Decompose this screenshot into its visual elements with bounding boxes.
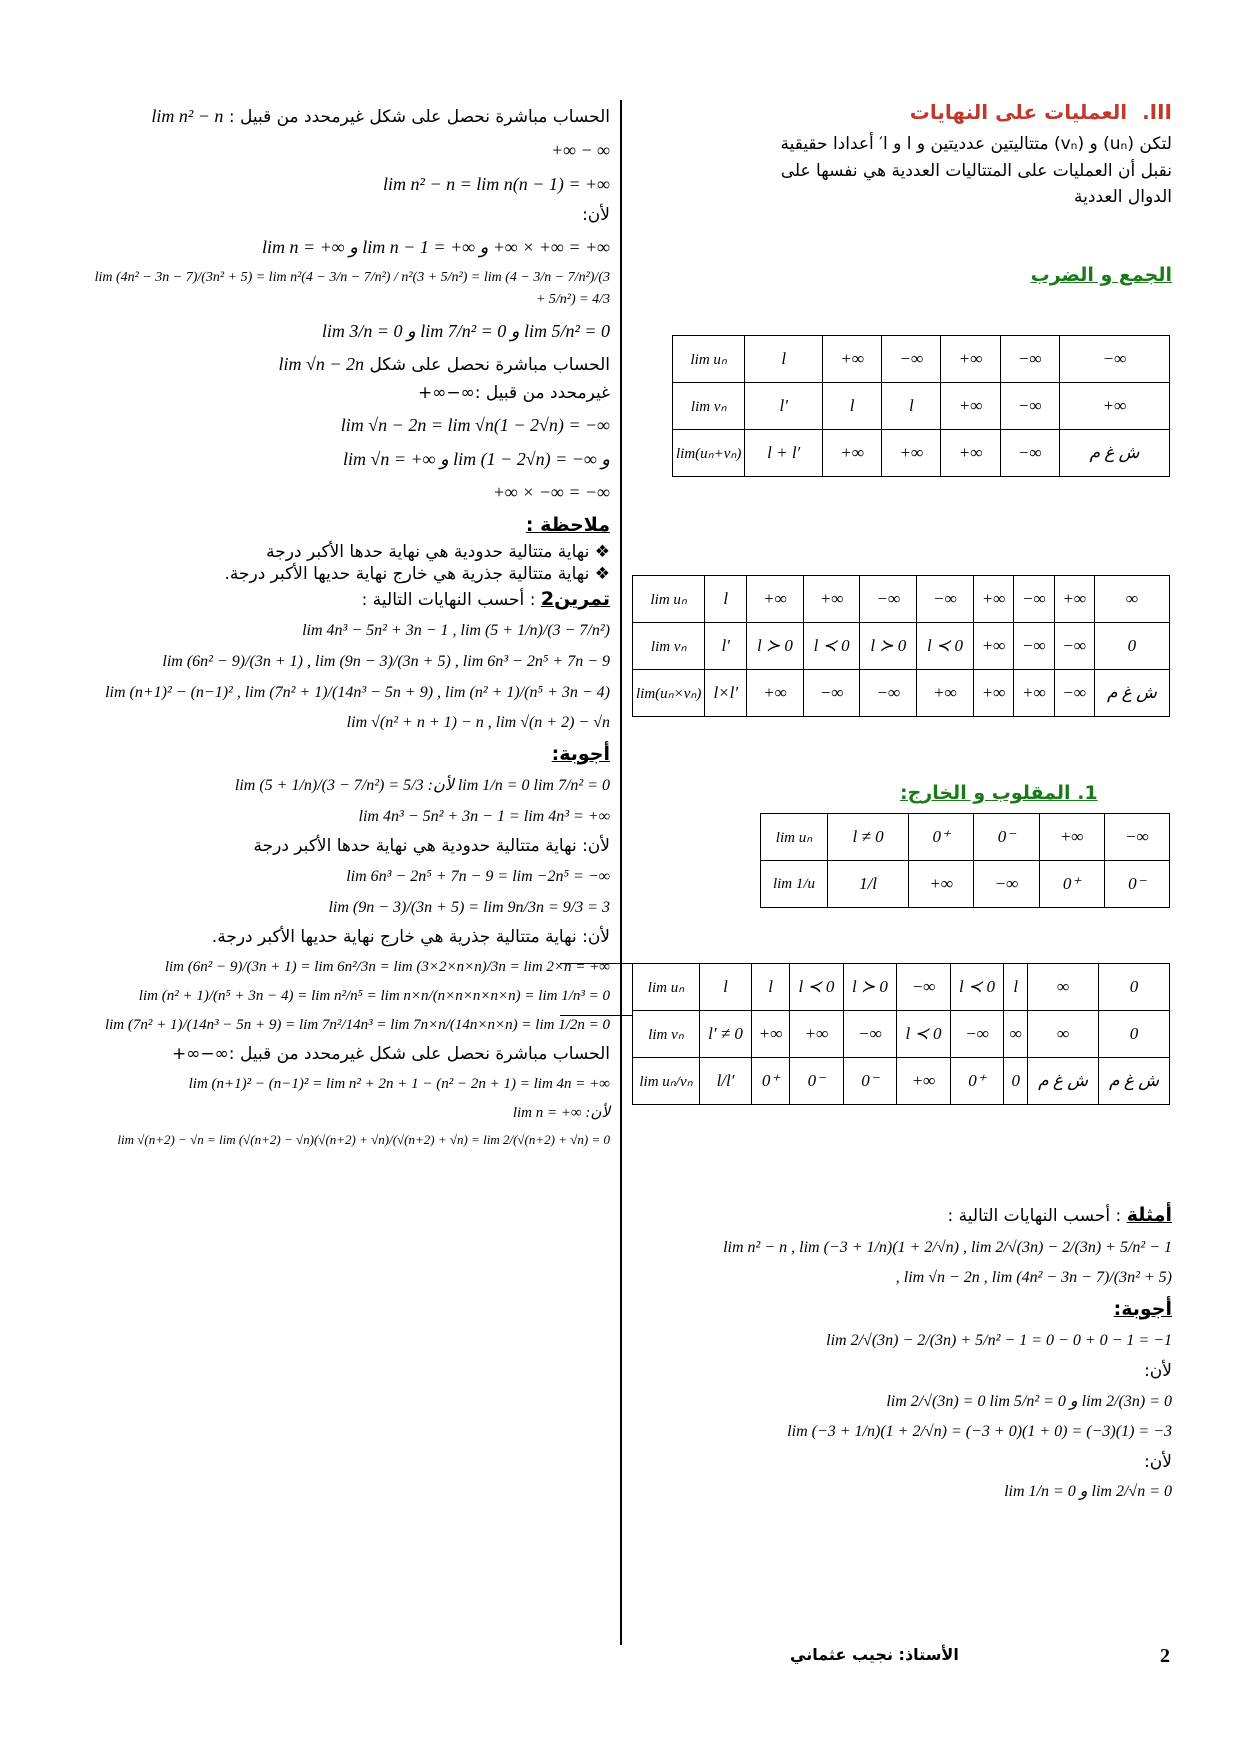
inverse-title-text: المقلوب و الخارج: (900, 782, 1071, 804)
table-cell: ∞ (1028, 1011, 1099, 1058)
quotient-limits-table (632, 963, 1170, 1105)
table-row (633, 1011, 1170, 1058)
answer-10: الحساب مباشرة نحصل على شكل غيرمحدد من قبيل :∞−∞+ (172, 1043, 610, 1064)
table-cell: −∞ (917, 576, 974, 623)
sum-product-title: الجمع و الضرب (1030, 263, 1172, 286)
left-line-1 (90, 102, 610, 131)
table-cell: l + l′ (745, 430, 823, 477)
table-cell: 0 (1099, 1011, 1170, 1058)
exercise-2-instruction: : أحسب النهايات التالية : (361, 589, 536, 610)
answer-2: lim 4n³ − 5n² + 3n − 1 = lim 4n³ = +∞ (358, 807, 610, 825)
example-answer-1: lim 2/√(3n) − 2/(3n) + 5/n² − 1 = 0 − 0 + 0 − 1 = −1 (826, 1332, 1172, 1350)
section-heading (632, 100, 1172, 124)
table-row (761, 861, 1170, 908)
table-cell: 0 (1099, 964, 1170, 1011)
answer-3: لأن: نهاية متتالية حدودية هي نهاية حدها الأكبر درجة (253, 836, 610, 857)
table-cell: +∞ (803, 576, 860, 623)
table-cell: l′ (745, 383, 823, 430)
table-cell: l′ ≠ 0 (700, 1011, 752, 1058)
answer-6: لأن: نهاية متتالية جذرية هي خارج نهاية حديها الأكبر درجة. (211, 927, 610, 948)
examples-block (632, 1200, 1172, 1510)
table-cell: +∞ (941, 383, 1000, 430)
table-cell: −∞ (950, 1011, 1004, 1058)
table-cell: l (752, 964, 790, 1011)
table-cell: +∞ (917, 670, 974, 717)
answer-8: lim (n² + 1)/(n⁵ + 3n − 4) = lim n²/n⁵ = lim n×n/(n×n×n×n×n) = lim 1/n³ = 0 (138, 987, 610, 1004)
inverse-title-num: 1. (1077, 782, 1098, 804)
examples-instruction: : أحسب النهايات التالية : (947, 1206, 1122, 1226)
table-cell: −∞ (860, 670, 917, 717)
answer-12: lim n = +∞ :لأن (512, 1104, 610, 1121)
table-cell: 0⁻ (974, 814, 1039, 861)
table-cell: l ≻ 0 (860, 623, 917, 670)
table-cell: ش غ م (1099, 1058, 1170, 1105)
table-cell: +∞ (1039, 814, 1104, 861)
table-cell: l (745, 336, 823, 383)
table-cell: l ≺ 0 (950, 964, 1004, 1011)
table-cell: ∞ (1094, 576, 1169, 623)
table-cell: 0⁻ (843, 1058, 897, 1105)
examples-answers-title: أجوبة: (1113, 1297, 1172, 1320)
table-cell: 0 (1094, 623, 1169, 670)
left-line-7 (90, 350, 610, 379)
table-cell: −∞ (843, 1011, 897, 1058)
answer-9: lim (7n² + 1)/(14n³ − 5n + 9) = lim 7n²/14n³ = lim 7n×n/(14n×n×n) = lim 1/2n = 0 (104, 1016, 610, 1033)
note-list (90, 542, 610, 584)
table-cell: ∞ (1028, 964, 1099, 1011)
table-cell: l ≻ 0 (747, 623, 804, 670)
left-line-2: +∞ − ∞ (551, 139, 610, 160)
left-line-7-math: lim √n − 2n (278, 354, 365, 375)
row-header-cell: lim uₙ (761, 814, 828, 861)
table-cell: −∞ (1000, 430, 1059, 477)
row-header-cell: lim vₙ (633, 623, 705, 670)
table-cell: +∞ (941, 430, 1000, 477)
table-cell: +∞ (747, 670, 804, 717)
left-line-5: lim (4n² − 3n − 7)/(3n² + 5) = lim n²(4 − 3/n − 7/n²) / n²(3 + 5/n²) = lim (4 − 3/n − 7/n²)/(3 + 5/n²) = 4/3 (94, 269, 610, 308)
table-cell: l ≺ 0 (897, 1011, 951, 1058)
left-line-4-text: لأن: (582, 205, 610, 226)
note-title: ملاحظة : (525, 514, 610, 537)
examples-title: أمثلة (1126, 1204, 1172, 1226)
table-cell: +∞ (823, 336, 882, 383)
sum-limits-table (672, 335, 1170, 477)
table-cell: l/l′ (700, 1058, 752, 1105)
example-because-2: لأن: (1144, 1451, 1172, 1472)
exercise-2-line-1: lim 4n³ − 5n² + 3n − 1 , lim (5 + 1/n)/(3 − 7/n²) (302, 622, 610, 640)
table-cell: 0⁺ (1039, 861, 1104, 908)
section-title: العمليات على النهايات (909, 100, 1128, 124)
row-header-cell: lim uₙ (673, 336, 745, 383)
answers-title: أجوبة: (551, 742, 610, 765)
table-cell: +∞ (1059, 383, 1169, 430)
intro-line-2: نقبل أن العمليات على المتتاليات العددية هي نفسها على (780, 160, 1172, 181)
examples-line-2: , lim √n − 2n , lim (4n² − 3n − 7)/(3n² + 5) (895, 1269, 1172, 1287)
table-row (633, 1058, 1170, 1105)
answer-7: lim (6n² − 9)/(3n + 1) = lim 6n²/3n = lim (3×2×n×n)/3n = lim 2×n = +∞ (164, 958, 610, 975)
left-line-1-text: الحساب مباشرة نحصل على شكل غيرمحدد من قبيل : (228, 107, 610, 127)
left-line-3: lim n² − n = lim n(n − 1) = +∞ (383, 173, 610, 194)
table-cell: −∞ (1000, 336, 1059, 383)
section-numeral: III. (1142, 100, 1172, 124)
left-line-10: lim √n = +∞ و lim (1 − 2√n) = −∞ و (342, 448, 610, 469)
table-cell: +∞ (973, 576, 1013, 623)
left-line-11: +∞ × −∞ = −∞ (492, 482, 610, 503)
intro-line-3: الدوال العددية (1074, 187, 1172, 208)
table-cell: 0 (1004, 1058, 1028, 1105)
author-name: الأستاذ: نجيب عثماني (790, 1645, 959, 1664)
table-cell: −∞ (1059, 336, 1169, 383)
left-line-1-math: lim n² − n (151, 106, 224, 126)
table-cell: l ≠ 0 (828, 814, 909, 861)
table-cell: ش غ م (1028, 1058, 1099, 1105)
exercise-2-line-4: lim √(n² + n + 1) − n , lim √(n + 2) − √n (346, 714, 610, 732)
right-column (632, 100, 1172, 292)
row-header-cell: lim vₙ (633, 1011, 700, 1058)
inverse-title (900, 782, 1098, 804)
table-cell: l (705, 576, 747, 623)
table-cell: +∞ (790, 1011, 844, 1058)
table-cell: −∞ (882, 336, 941, 383)
row-header-cell: lim vₙ (673, 383, 745, 430)
table-cell: 0⁻ (1104, 861, 1169, 908)
table-cell: ش غ م (1059, 430, 1169, 477)
table-cell: +∞ (882, 430, 941, 477)
table-cell: +∞ (973, 623, 1013, 670)
row-header-cell: lim uₙ/vₙ (633, 1058, 700, 1105)
answer-13: lim √(n+2) − √n = lim (√(n+2) − √n)(√(n+2) + √n)/(√(n+2) + √n) = lim 2/(√(n+2) + √n) = 0 (117, 1131, 610, 1147)
answer-11: lim (n+1)² − (n−1)² = lim n² + 2n + 1 − (n² − 2n + 1) = lim 4n = +∞ (188, 1075, 610, 1092)
table-cell: 0⁺ (909, 814, 974, 861)
answer-5: lim (9n − 3)/(3n + 5) = lim 9n/3n = 9/3 = 3 (328, 898, 610, 916)
row-header-cell: lim uₙ (633, 576, 705, 623)
table-cell: −∞ (1104, 814, 1169, 861)
row-header-cell: lim(uₙ+vₙ) (673, 430, 745, 477)
table-cell: l (882, 383, 941, 430)
exercise-2-line-3: lim (n+1)² − (n−1)² , lim (7n² + 1)/(14n³ − 5n + 9) , lim (n² + 1)/(n⁵ + 3n − 4) (105, 683, 610, 701)
table-cell: l ≺ 0 (790, 964, 844, 1011)
table-row (633, 576, 1170, 623)
example-because-1: لأن: (1144, 1360, 1172, 1381)
table-cell: +∞ (897, 1058, 951, 1105)
table-cell: l ≺ 0 (917, 623, 974, 670)
table-cell: l×l′ (705, 670, 747, 717)
table-cell: l′ (705, 623, 747, 670)
table-cell: +∞ (752, 1011, 790, 1058)
table-cell: ∞ (1004, 1011, 1028, 1058)
table-cell: +∞ (1054, 576, 1094, 623)
row-header-cell: lim uₙ (633, 964, 700, 1011)
table-cell: l (700, 964, 752, 1011)
note-item-2: ❖ نهاية متتالية جذرية هي خارج نهاية حديها الأكبر درجة. (90, 564, 610, 584)
examples-line-1: lim n² − n , lim (−3 + 1/n)(1 + 2/√n) , lim 2/√(3n) − 2/(3n) + 5/n² − 1 (723, 1238, 1172, 1256)
product-limits-table (632, 575, 1170, 717)
table-cell: l (1004, 964, 1028, 1011)
table-cell: −∞ (897, 964, 951, 1011)
table-cell: 0⁻ (790, 1058, 844, 1105)
answer-1: lim (5 + 1/n)/(3 − 7/n²) = 5/3 :لأن lim 1/n = 0 lim 7/n² = 0 (234, 777, 610, 795)
page-footer (0, 1645, 1240, 1675)
exercise-2-line-2: lim (6n² − 9)/(3n + 1) , lim (9n − 3)/(3n + 5) , lim 6n³ − 2n⁵ + 7n − 9 (162, 652, 610, 670)
table-row (633, 670, 1170, 717)
left-line-9: lim √n − 2n = lim √n(1 − 2√n) = −∞ (340, 414, 610, 435)
table-cell: −∞ (1014, 623, 1054, 670)
table-cell: +∞ (823, 430, 882, 477)
left-line-6: lim 3/n = 0 و lim 7/n² = 0 و lim 5/n² = 0 (321, 320, 610, 341)
table-cell: −∞ (1054, 623, 1094, 670)
table-row (673, 430, 1170, 477)
table-cell: +∞ (973, 670, 1013, 717)
table-row (761, 814, 1170, 861)
left-line-8: غيرمحدد من قبيل :∞−∞+ (417, 383, 610, 404)
table-row (673, 383, 1170, 430)
table-cell: ش غ م (1094, 670, 1169, 717)
row-header-cell: lim 1/u (761, 861, 828, 908)
example-answer-2-reason: lim 1/n = 0 و lim 2/√n = 0 (1004, 1483, 1172, 1501)
table-row (633, 623, 1170, 670)
table-cell: l (823, 383, 882, 430)
intro-line-1: لتكن (uₙ) و (vₙ) متتاليتين عدديتين و l و l′ أعدادا حقيقية (780, 134, 1172, 154)
table-cell: −∞ (1000, 383, 1059, 430)
table-cell: +∞ (1014, 670, 1054, 717)
left-line-7-text: الحساب مباشرة نحصل على شكل (369, 355, 610, 376)
table-cell: +∞ (941, 336, 1000, 383)
table-cell: −∞ (803, 670, 860, 717)
table-cell: −∞ (1014, 576, 1054, 623)
table-cell: 0⁺ (752, 1058, 790, 1105)
table-cell: −∞ (1054, 670, 1094, 717)
inverse-limits-table (760, 813, 1170, 908)
table-cell: +∞ (747, 576, 804, 623)
table-row (673, 336, 1170, 383)
table-row (633, 964, 1170, 1011)
example-answer-2: lim (−3 + 1/n)(1 + 2/√n) = (−3 + 0)(1 + 0) = (−3)(1) = −3 (787, 1423, 1172, 1441)
note-item-1: ❖ نهاية متتالية حدودية هي نهاية حدها الأكبر درجة (90, 542, 610, 562)
table-cell: 0⁺ (950, 1058, 1004, 1105)
example-answer-1-reason: lim 2/√(3n) = 0 lim 5/n² = 0 و lim 2/(3n) = 0 (886, 1392, 1172, 1410)
answer-4: lim 6n³ − 2n⁵ + 7n − 9 = lim −2n⁵ = −∞ (346, 868, 610, 886)
column-divider (620, 100, 622, 1645)
table-cell: +∞ (909, 861, 974, 908)
table-cell: l ≻ 0 (843, 964, 897, 1011)
table-cell: l ≺ 0 (803, 623, 860, 670)
left-column (90, 100, 610, 1155)
exercise-2-title: تمرين2 (540, 587, 610, 610)
table-cell: −∞ (974, 861, 1039, 908)
left-line-4: lim n = +∞ و lim n − 1 = +∞ و +∞ × +∞ = +∞ (261, 237, 610, 258)
table-cell: 1/l (828, 861, 909, 908)
table-cell: −∞ (860, 576, 917, 623)
row-header-cell: lim(uₙ×vₙ) (633, 670, 705, 717)
page-number: 2 (1160, 1645, 1170, 1667)
